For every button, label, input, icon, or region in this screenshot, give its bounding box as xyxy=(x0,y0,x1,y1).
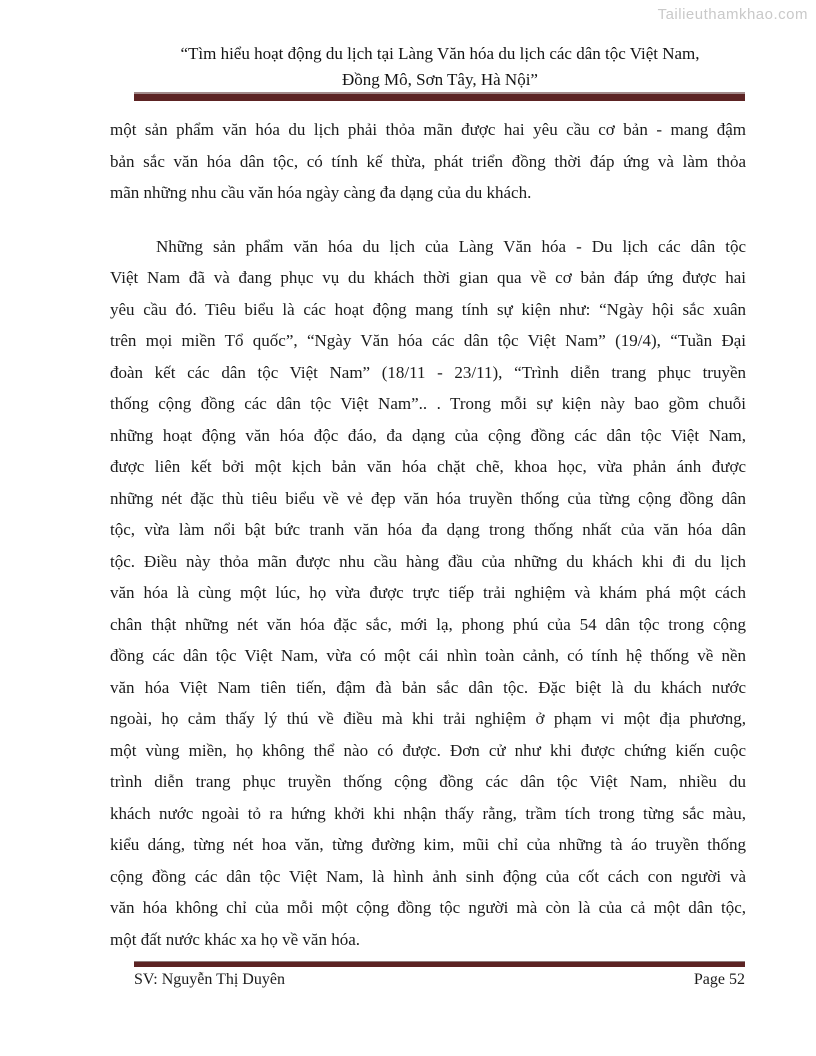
footer-author: SV: Nguyễn Thị Duyên xyxy=(134,971,285,988)
text-line: tộc, vừa làm nổi bật bức tranh văn hóa đa dạng trong thống nhất của văn hóa dân xyxy=(110,520,746,539)
text-line: thống cộng đồng các dân tộc Việt Nam”.. . Trong mỗi sự kiện này bao gồm chuỗi xyxy=(110,394,746,413)
text-line: một đất nước khác xa họ về văn hóa. xyxy=(110,929,360,949)
watermark-text: Tailieuthamkhao.com xyxy=(657,6,808,23)
text-line: ngoài, họ cảm thấy lý thú về điều mà khi trải nghiệm ở phạm vi một địa phương, xyxy=(110,709,746,728)
document-title-line-2: Đồng Mô, Sơn Tây, Hà Nội” xyxy=(342,70,538,89)
text-line: bản sắc văn hóa dân tộc, có tính kế thừa, phát triển đồng thời đáp ứng và làm thỏa xyxy=(110,151,746,171)
text-line: văn hóa không chỉ của mỗi một cộng đồng tộc người mà còn là của cả một dân tộc, xyxy=(110,898,746,917)
text-line: khách nước ngoài tỏ ra hứng khởi khi nhận thấy rằng, trầm tích trong từng sắc màu, xyxy=(110,803,746,823)
text-line: đồng các dân tộc Việt Nam, vừa có một cái nhìn toàn cảnh, có tính hệ thống về nền xyxy=(110,646,746,665)
text-line: cộng đồng các dân tộc Việt Nam, là hình ảnh sinh động của cốt cách con người và xyxy=(110,866,746,886)
text-line: những nét đặc thù tiêu biểu về vẻ đẹp văn hóa truyền thống của từng cộng đồng dân xyxy=(110,488,746,508)
text-line: một vùng miền, họ không thể nào có được. Đơn cử như khi được chứng kiến cuộc xyxy=(110,740,746,760)
text-line: trên mọi miền Tổ quốc”, “Ngày Văn hóa các dân tộc Việt Nam” (19/4), “Tuần Đại xyxy=(110,331,746,350)
text-line: trình diễn trang phục truyền thống cộng đồng các dân tộc Việt Nam, nhiều du xyxy=(110,772,746,791)
text-line: Những sản phẩm văn hóa du lịch của Làng Văn hóa - Du lịch các dân tộc xyxy=(156,236,746,256)
text-line: được liên kết bởi một kịch bản văn hóa chặt chẽ, khoa học, vừa phản ánh được xyxy=(110,457,746,476)
header-divider xyxy=(134,92,745,101)
text-line: tộc. Điều này thỏa mãn được nhu cầu hàng đầu của những du khách khi đi du lịch xyxy=(110,551,746,571)
text-line: một sản phẩm văn hóa du lịch phải thỏa mãn được hai yêu cầu cơ bản - mang đậm xyxy=(110,120,746,139)
text-line: văn hóa là cùng một lúc, họ vừa được trực tiếp trải nghiệm và khám phá một cách xyxy=(110,583,746,602)
text-line: Việt Nam đã và đang phục vụ du khách thời gian qua về cơ bản đáp ứng được hai xyxy=(110,268,746,287)
document-title-line-1: “Tìm hiểu hoạt động du lịch tại Làng Văn hóa du lịch các dân tộc Việt Nam, xyxy=(180,44,700,63)
text-line: mãn những nhu cầu văn hóa ngày càng đa dạng của du khách. xyxy=(110,183,532,202)
text-line: kiểu dáng, từng nét hoa văn, từng đường kim, mũi chỉ của những tà áo truyền thống xyxy=(110,835,746,854)
text-line: chân thật những nét văn hóa đặc sắc, mới lạ, phong phú của 54 dân tộc trong cộng xyxy=(110,614,746,634)
paragraph xyxy=(110,114,746,209)
text-line: văn hóa Việt Nam tiên tiến, đậm đà bản sắc dân tộc. Đặc biệt là du khách nước xyxy=(110,677,746,697)
document-body xyxy=(110,114,746,955)
document-footer xyxy=(134,971,745,989)
text-line: những hoạt động văn hóa độc đáo, đa dạng của cộng đồng các dân tộc Việt Nam, xyxy=(110,425,746,445)
footer-divider xyxy=(134,961,745,967)
text-line: yêu cầu đó. Tiêu biểu là các hoạt động mang tính sự kiện như: “Ngày hội sắc xuân xyxy=(110,299,746,319)
text-line: đoàn kết các dân tộc Việt Nam” (18/11 - 23/11), “Trình diễn trang phục truyền xyxy=(110,362,746,382)
paragraph xyxy=(110,231,746,956)
document-header xyxy=(135,41,745,93)
footer-page-number: Page 52 xyxy=(693,971,745,988)
